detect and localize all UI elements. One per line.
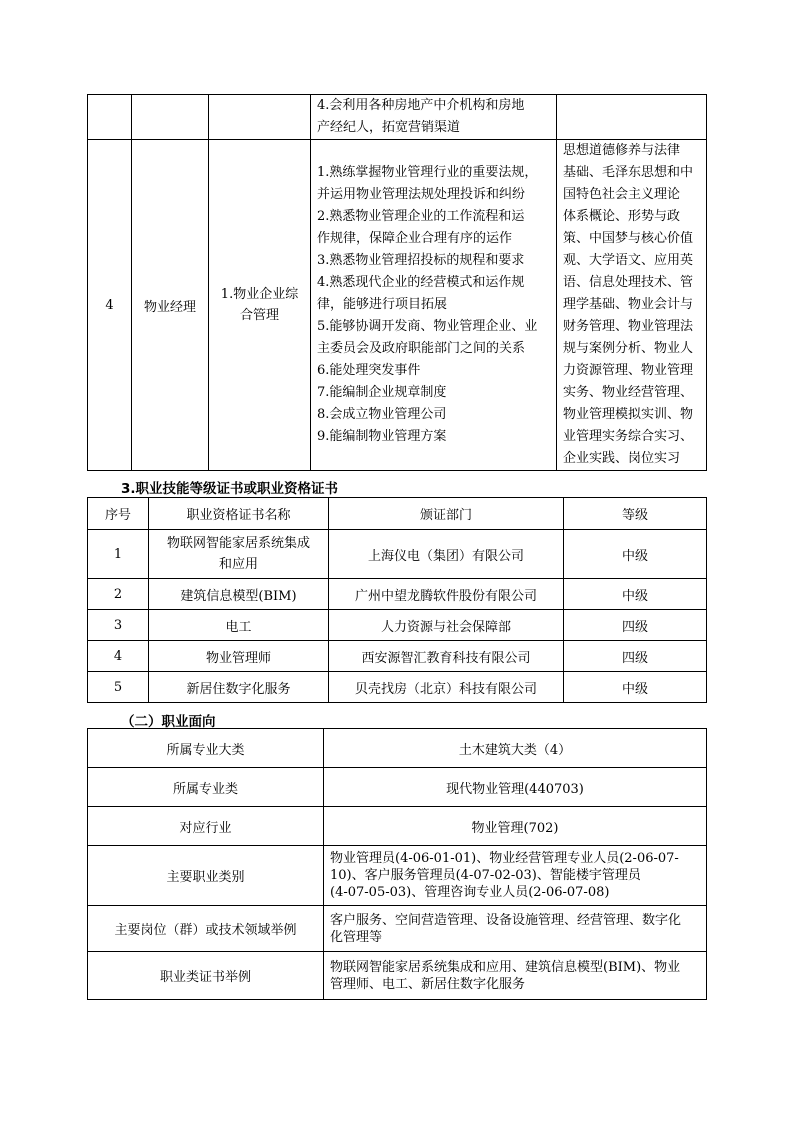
table-header-row bbox=[88, 498, 707, 530]
course-line: 业管理实务综合实习、 bbox=[563, 429, 694, 444]
career-label: 所属专业大类 bbox=[88, 729, 324, 768]
ability-line: 6.能处理突发事件 bbox=[317, 363, 421, 378]
career-value-line: 客户服务、空间营造管理、设备设施管理、经营管理、数字化 bbox=[330, 912, 682, 928]
career-value-line: 物联网智能家居系统集成和应用、建筑信息模型(BIM)、物业 bbox=[330, 959, 681, 975]
table-row bbox=[88, 906, 707, 952]
cert-issuer: 人力资源与社会保障部 bbox=[329, 610, 564, 641]
course-line: 理学基础、物业会计与 bbox=[563, 297, 694, 312]
ability-line: 4.会利用各种房地产中介机构和房地 bbox=[317, 98, 525, 113]
cert-no: 2 bbox=[88, 579, 149, 610]
certificates-table bbox=[87, 497, 707, 703]
cert-issuer: 上海仪电（集团）有限公司 bbox=[329, 530, 564, 579]
task-cell bbox=[209, 95, 311, 140]
cert-no: 1 bbox=[88, 530, 149, 579]
course-line: 实务、物业经营管理、 bbox=[563, 385, 694, 400]
career-label: 所属专业类 bbox=[88, 768, 324, 807]
table-row bbox=[88, 729, 707, 768]
cert-issuer: 广州中望龙腾软件股份有限公司 bbox=[329, 579, 564, 610]
ability-line: 9.能编制物业管理方案 bbox=[317, 429, 447, 444]
ability-cell bbox=[311, 95, 557, 140]
ability-cell bbox=[311, 140, 557, 471]
course-cell bbox=[557, 95, 707, 140]
career-label: 对应行业 bbox=[88, 807, 324, 846]
ability-line: 律，能够进行项目拓展 bbox=[317, 297, 448, 312]
career-value-line: 化管理等 bbox=[330, 929, 383, 945]
career-value: 土木建筑大类（4） bbox=[324, 729, 707, 768]
course-line: 策、中国梦与核心价值 bbox=[563, 231, 694, 246]
career-value: 现代物业管理(440703) bbox=[324, 768, 707, 807]
ability-line: 2.熟悉物业管理企业的工作流程和运 bbox=[317, 209, 525, 224]
table-row bbox=[88, 768, 707, 807]
cert-no: 4 bbox=[88, 641, 149, 672]
ability-line: 7.能编制企业规章制度 bbox=[317, 385, 447, 400]
career-heading: （二）职业面向 bbox=[121, 714, 216, 730]
ability-line: 主委员会及政府职能部门之间的关系 bbox=[317, 341, 526, 356]
cert-name: 电工 bbox=[149, 610, 329, 641]
table-row bbox=[88, 952, 707, 1000]
course-line: 规与案例分析、物业人 bbox=[563, 341, 694, 356]
course-line: 观、大学语文、应用英 bbox=[563, 253, 694, 268]
table-row bbox=[88, 641, 707, 672]
cert-no: 5 bbox=[88, 672, 149, 703]
row-number: 4 bbox=[88, 140, 132, 471]
column-header: 序号 bbox=[88, 498, 149, 530]
ability-line: 4.熟悉现代企业的经营模式和运作规 bbox=[317, 275, 525, 290]
course-line: 思想道德修养与法律 bbox=[563, 143, 681, 158]
course-cell bbox=[557, 140, 707, 471]
table-row bbox=[88, 140, 707, 471]
column-header: 职业资格证书名称 bbox=[149, 498, 329, 530]
table-row bbox=[88, 579, 707, 610]
career-label: 职业类证书举例 bbox=[88, 952, 324, 1000]
course-line: 语、信息处理技术、管 bbox=[563, 275, 694, 290]
ability-line: 8.会成立物业管理公司 bbox=[317, 407, 447, 422]
table-row bbox=[88, 530, 707, 579]
cert-issuer: 贝壳找房（北京）科技有限公司 bbox=[329, 672, 564, 703]
task-line: 1.物业企业综 bbox=[220, 286, 299, 302]
task-line: 合管理 bbox=[239, 308, 279, 323]
position-name: 物业经理 bbox=[132, 140, 209, 471]
cert-name: 新居住数字化服务 bbox=[149, 672, 329, 703]
ability-line: 作规律，保障企业合理有序的运作 bbox=[317, 231, 513, 246]
cert-level: 中级 bbox=[564, 579, 707, 610]
course-line: 体系概论、形势与政 bbox=[563, 209, 681, 224]
table-row bbox=[88, 672, 707, 703]
curriculum-table bbox=[87, 94, 707, 471]
cert-issuer: 西安源智汇教育科技有限公司 bbox=[329, 641, 564, 672]
career-value bbox=[324, 952, 707, 1000]
cert-no: 3 bbox=[88, 610, 149, 641]
ability-line: 产经纪人，拓宽营销渠道 bbox=[317, 120, 461, 135]
table-row bbox=[88, 846, 707, 906]
career-table bbox=[87, 728, 707, 1000]
column-header: 等级 bbox=[564, 498, 707, 530]
ability-line: 5.能够协调开发商、物业管理企业、业 bbox=[317, 319, 538, 334]
course-line: 物业管理模拟实训、物 bbox=[563, 407, 694, 422]
career-label: 主要职业类别 bbox=[88, 846, 324, 906]
course-line: 基础、毛泽东思想和中 bbox=[563, 165, 694, 180]
column-header: 颁证部门 bbox=[329, 498, 564, 530]
cert-name: 建筑信息模型(BIM) bbox=[149, 579, 329, 610]
course-line: 企业实践、岗位实习 bbox=[563, 451, 681, 466]
cert-name: 物业管理师 bbox=[149, 641, 329, 672]
cert-name-line: 和应用 bbox=[218, 557, 258, 572]
cert-level: 中级 bbox=[564, 672, 707, 703]
position-cell bbox=[132, 95, 209, 140]
course-line: 力资源管理、物业管理 bbox=[563, 363, 694, 378]
career-value-line: (4-07-05-03)、管理咨询专业人员(2-06-07-08) bbox=[330, 885, 610, 900]
table-row bbox=[88, 807, 707, 846]
ability-line: 3.熟悉物业管理招投标的规程和要求 bbox=[317, 253, 525, 268]
career-value-line: 物业管理员(4-06-01-01)、物业经营管理专业人员(2-06-07- bbox=[330, 851, 679, 866]
career-value-line: 管理师、电工、新居住数字化服务 bbox=[330, 976, 526, 992]
career-value bbox=[324, 846, 707, 906]
cert-level: 四级 bbox=[564, 610, 707, 641]
career-label: 主要岗位（群）或技术领域举例 bbox=[88, 906, 324, 952]
course-line: 财务管理、物业管理法 bbox=[563, 319, 694, 334]
table-row bbox=[88, 610, 707, 641]
task-cell bbox=[209, 140, 311, 471]
cert-name bbox=[149, 530, 329, 579]
career-value bbox=[324, 906, 707, 952]
course-line: 国特色社会主义理论 bbox=[563, 187, 681, 202]
career-value: 物业管理(702) bbox=[324, 807, 707, 846]
cert-level: 四级 bbox=[564, 641, 707, 672]
cert-level: 中级 bbox=[564, 530, 707, 579]
ability-line: 并运用物业管理法规处理投诉和纠纷 bbox=[317, 187, 526, 202]
certificates-heading: 3.职业技能等级证书或职业资格证书 bbox=[121, 481, 339, 497]
cert-name-line: 物联网智能家居系统集成 bbox=[166, 535, 310, 551]
no-cell bbox=[88, 95, 132, 140]
table-row bbox=[88, 95, 707, 140]
ability-line: 1.熟练掌握物业管理行业的重要法规， bbox=[317, 165, 538, 180]
career-value-line: 10)、客户服务管理员(4-07-02-03)、智能楼宇管理员 bbox=[330, 868, 641, 883]
